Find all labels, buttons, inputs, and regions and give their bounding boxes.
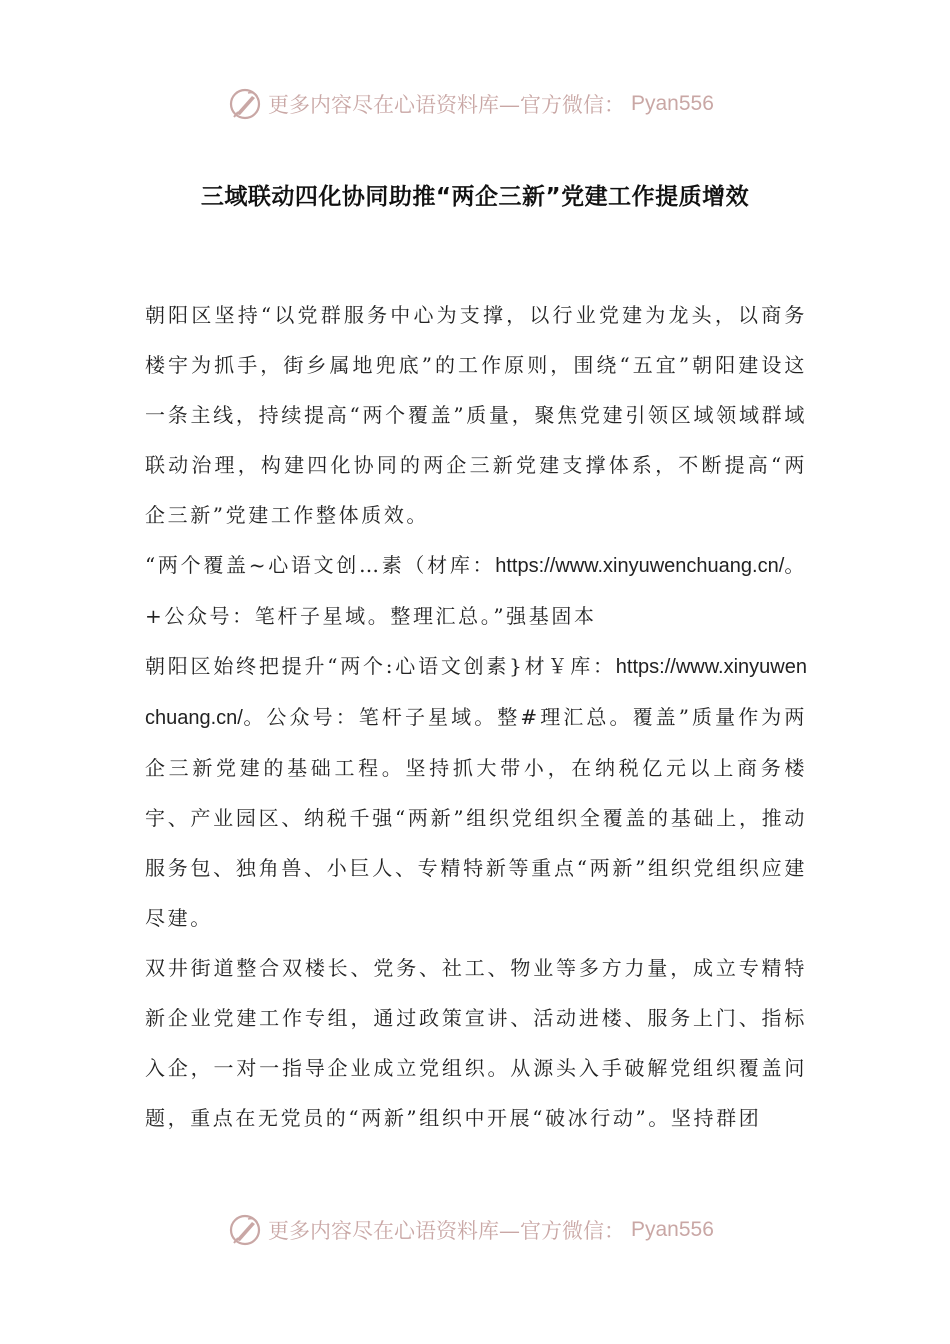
paragraph-intro: 朝阳区坚持“以党群服务中心为支撑，以行业党建为龙头，以商务楼宇为抓手，街乡属地兜底”的工作原则，围绕“五宜”朝阳建设这一条主线，持续提高“两个覆盖”质量，聚焦党建引领区域领域群域联动治理，构建四化协同的两企三新党建支撑体系，不断提高“两企三新”党建工作整体质效。 <box>145 303 807 527</box>
paragraph-two-coverage-heading <box>145 540 807 641</box>
quill-pen-logo-icon <box>228 1213 262 1247</box>
banner-wechat-id: Pyan556 <box>631 1218 714 1241</box>
paragraph-tail: 。公众号：笔杆子星域。整#理汇总。覆盖”质量作为两企三新党建的基础工程。坚持抓大带小，在纳税亿元以上商务楼宇、产业园区、纳税千强“两新”组织党组织全覆盖的基础上，推动服务包、独角兽、小巨人、专精特新等重点“两新”组织党组织应建尽建。 <box>145 705 807 930</box>
banner-brand-text: 更多内容尽在心语资料库—官方微信： <box>268 1219 625 1243</box>
paragraph-shuangjing: 双井街道整合双楼长、党务、社工、物业等多方力量，成立专精特新企业党建工作专组，通过政策宣讲、活动进楼、服务上门、指标入企，一对一指导企业成立党组织。从源头入手破解党组织覆盖问题，重点在无党员的“两新”组织中开展“破冰行动”。坚持群团 <box>145 956 807 1130</box>
document-title: 三域联动四化协同助推“两企三新”党建工作提质增效 <box>200 184 750 210</box>
banner-wechat-id: Pyan556 <box>631 92 714 115</box>
source-url-link[interactable]: https://www.xinyuwenchuang.cn/ <box>145 656 807 729</box>
quill-pen-logo-icon <box>228 87 262 121</box>
paragraph-lead: “两个覆盖~心语文创…素（材库： <box>145 553 496 577</box>
footer-banner <box>228 1210 714 1250</box>
paragraph-coverage-quality <box>145 641 807 943</box>
header-banner <box>228 84 714 124</box>
document-body <box>145 290 807 1143</box>
source-url-link[interactable]: https://www.xinyuwenchuang.cn/ <box>495 555 785 577</box>
paragraph-lead: 朝阳区始终把提升“两个:心语文创素}材￥库： <box>145 654 616 678</box>
paragraph-tail: 。+公众号：笔杆子星域。整理汇总。”强基固本 <box>145 553 807 628</box>
banner-brand-text: 更多内容尽在心语资料库—官方微信： <box>268 93 625 117</box>
